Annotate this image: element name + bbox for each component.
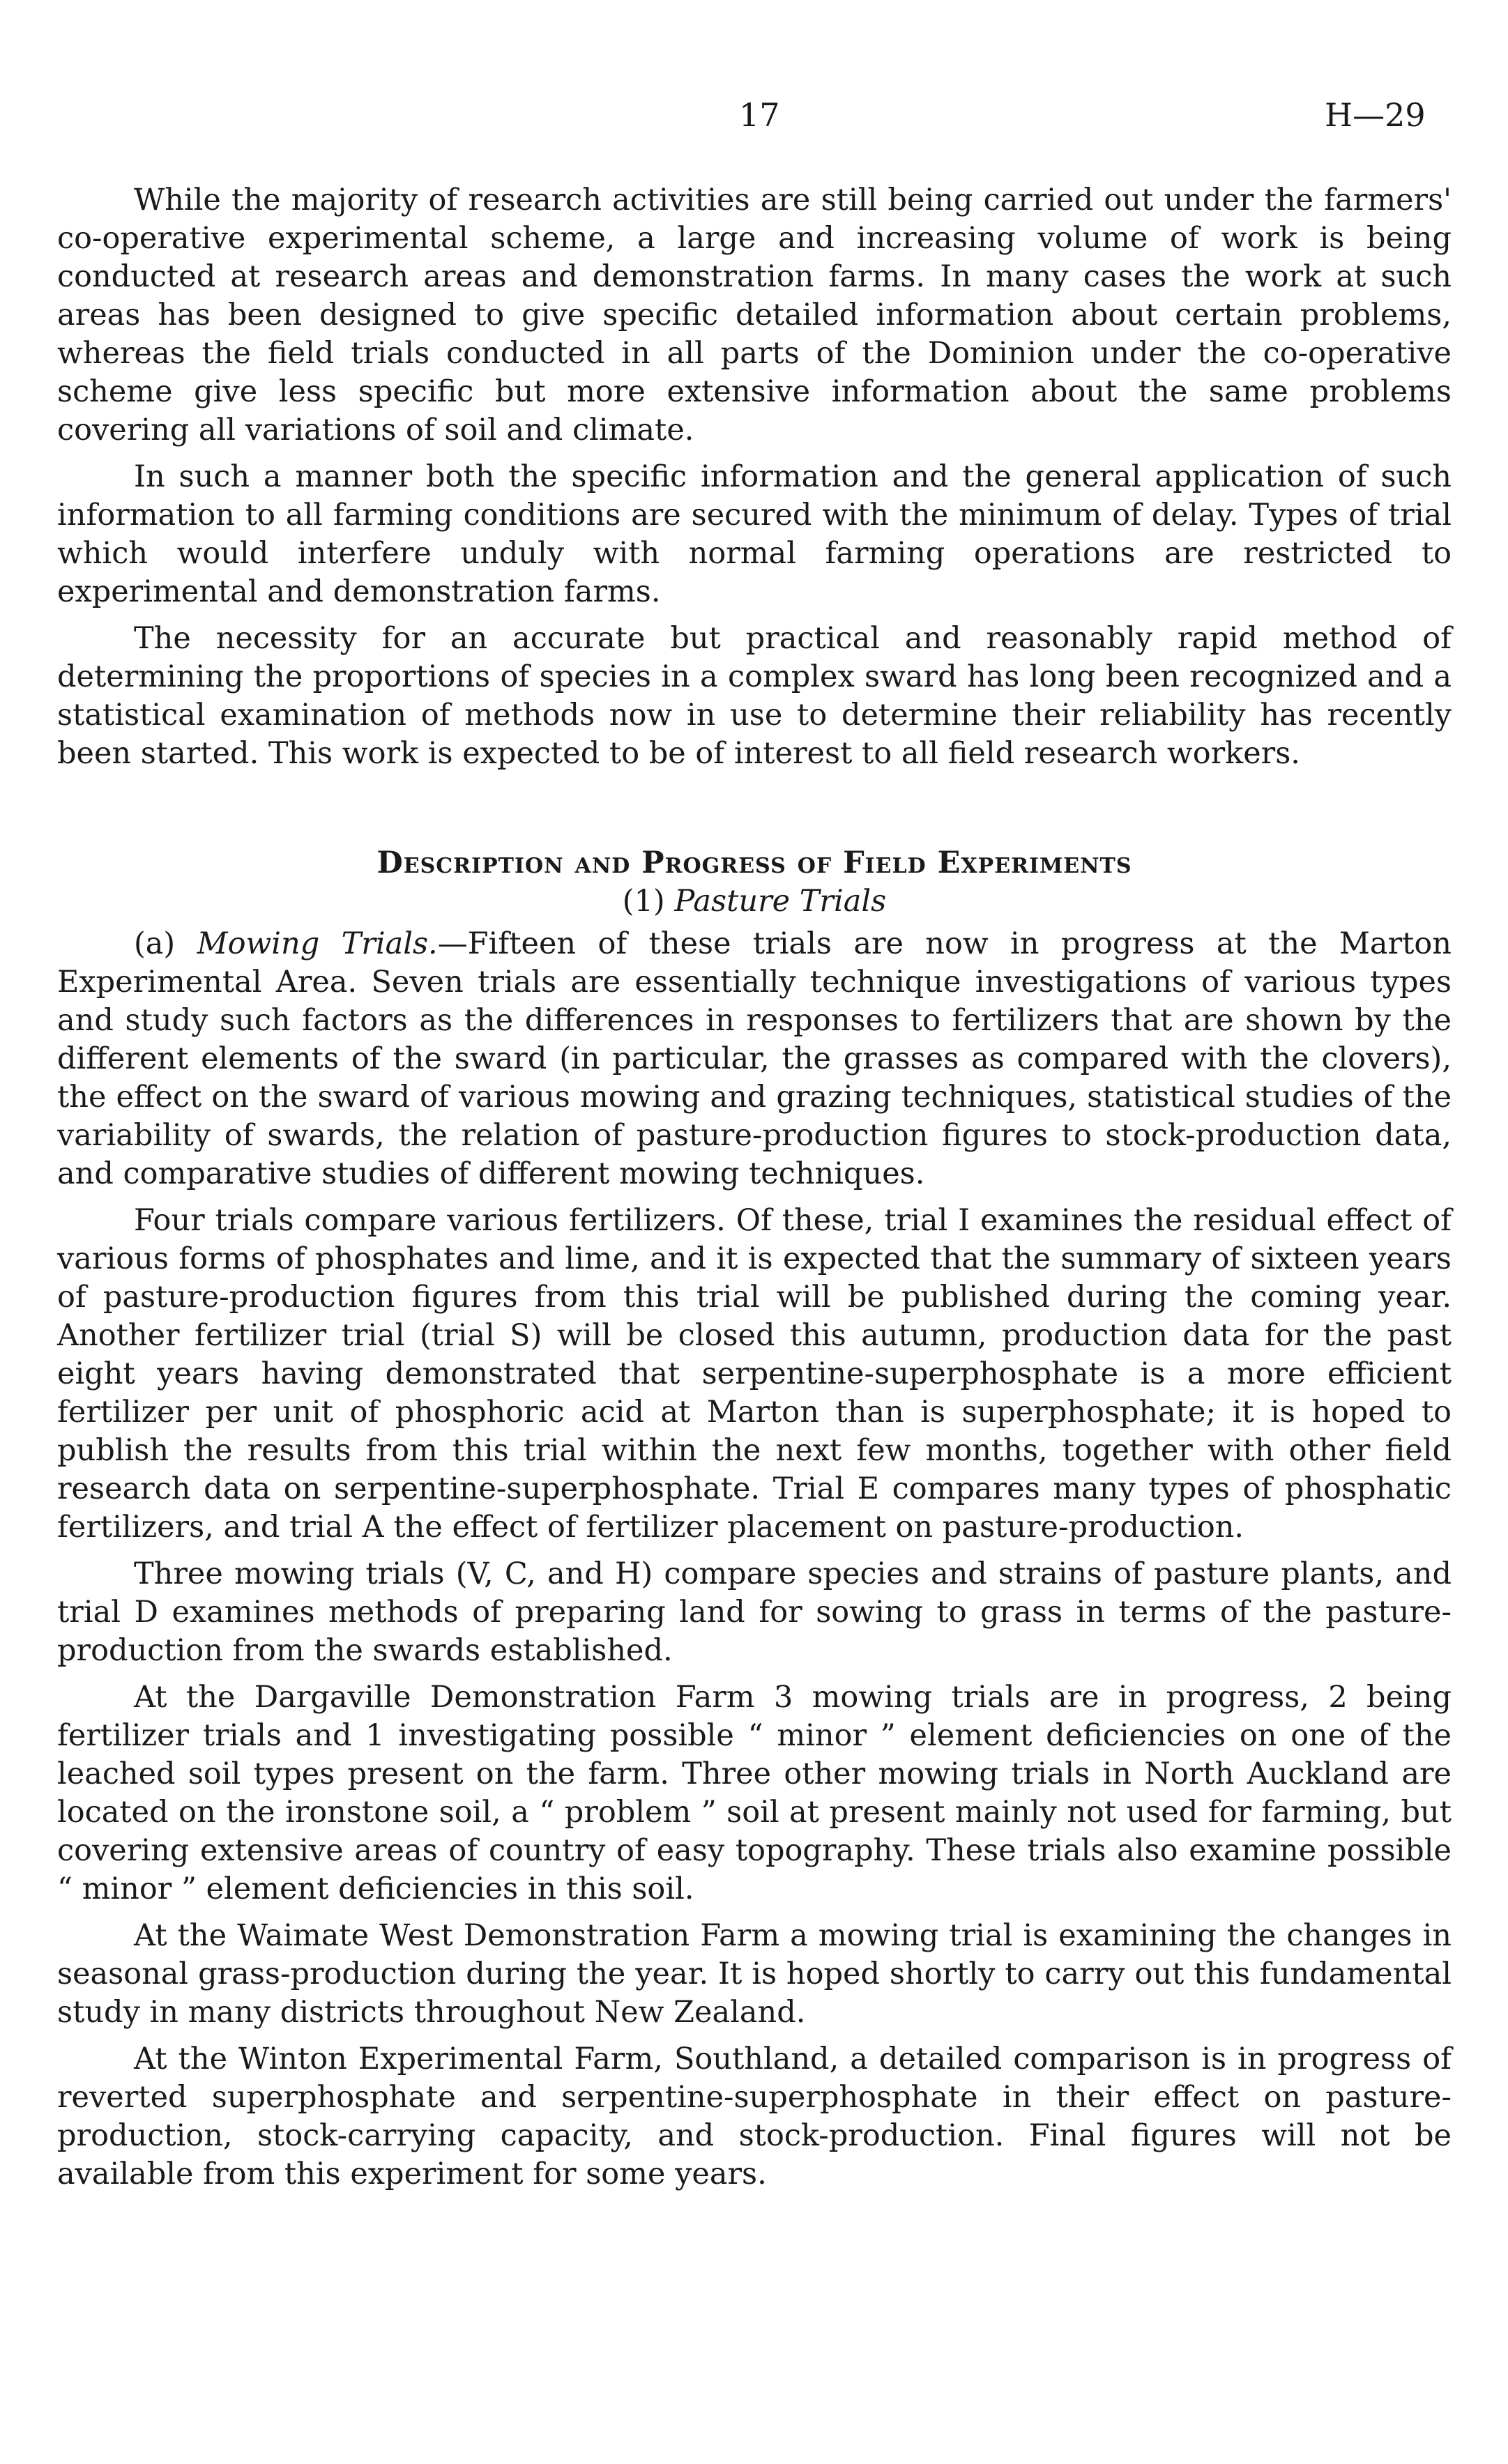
body-paragraph-mowing-trials: Three mowing trials (V, C, and H) compare species and strains of pasture plants, and trial D examines methods of preparing land for sowing to grass in terms of the pasture-production from the swards established. [57, 1556, 1452, 1668]
mowing-trials-paragraph [57, 925, 1452, 1193]
lead-label: (a) [134, 926, 176, 961]
sub-heading-number: (1) [622, 884, 665, 919]
document-reference: H—29 [1325, 96, 1426, 134]
page-number: 17 [739, 96, 780, 134]
section-spacer [57, 781, 1452, 844]
intro-paragraph-2: In such a manner both the specific information and the general application of such information to all farming conditions are secured with the minimum of delay. Types of trial which would interfere unduly with normal farming operations are restricted to experimental and demonstration farms. [57, 459, 1452, 609]
section-heading: Description and Progress of Field Experiments [376, 845, 1132, 880]
sub-heading-title: Pasture Trials [674, 884, 887, 919]
lead-text: —Fifteen of these trials are now in progress at the Marton Experimental Area. Seven trials are essentially technique investigations of various types and study such factors as the differences in responses to fertilizers that are shown by the different elements of the sward (in particular, the grasses as compared with the clovers), the effect on the sward of various mowing and grazing techniques, statistical studies of the variability of swards, the relation of pasture-production figures to stock-production data, and comparative studies of different mowing techniques. [57, 926, 1452, 1191]
sub-heading [57, 882, 1452, 921]
body-paragraph-winton: At the Winton Experimental Farm, Southland, a detailed comparison is in progress of reverted superphosphate and serpentine-superphosphate in their effect on pasture-production, stock-carrying capacity, and stock-production. Final figures will not be available from this experiment for some years. [57, 2042, 1452, 2191]
page-header [0, 96, 1508, 138]
body-paragraph-dargaville: At the Dargaville Demonstration Farm 3 mowing trials are in progress, 2 being fertilizer trials and 1 investigating possible “ minor ” element deficiencies on one of the leached soil types present on the farm. Three other mowing trials in North Auckland are located on the ironstone soil, a “ problem ” soil at present mainly not used for farming, but covering extensive areas of country of easy topography. These trials also examine possible “ minor ” element deficiencies in this soil. [57, 1680, 1452, 1906]
body-paragraph-fertilizers: Four trials compare various fertilizers. Of these, trial I examines the residual effect of various forms of phosphates and lime, and it is expected that the summary of sixteen years of pasture-production figures from this trial will be published during the coming year. Another fertilizer trial (trial S) will be closed this autumn, production data for the past eight years having demonstrated that serpentine-superphosphate is a more efficient fertilizer per unit of phosphoric acid at Marton than is superphosphate; it is hoped to publish the results from this trial within the next few months, together with other field research data on serpentine-superphosphate. Trial E compares many types of phosphatic fertilizers, and trial A the effect of fertilizer placement on pasture-production. [57, 1203, 1452, 1545]
intro-paragraph-3: The necessity for an accurate but practical and reasonably rapid method of determining the proportions of species in a complex sward has long been recognized and a statistical examination of methods now in use to determine their reliability has recently been started. This work is expected to be of interest to all field research workers. [57, 621, 1452, 771]
body-paragraph-waimate-west: At the Waimate West Demonstration Farm a mowing trial is examining the changes in seasonal grass-production during the year. It is hoped shortly to carry out this fundamental study in many districts throughout New Zealand. [57, 1918, 1452, 2030]
intro-paragraph-1: While the majority of research activities are still being carried out under the farmers' co-operative experimental scheme, a large and increasing volume of work is being conducted at research areas and demonstration farms. In many cases the work at such areas has been designed to give specific detailed information about certain problems, whereas the field trials conducted in all parts of the Dominion under the co-operative scheme give less specific but more extensive information about the same problems covering all variations of soil and climate. [57, 183, 1452, 447]
lead-title: Mowing Trials. [197, 926, 438, 961]
body-text [57, 181, 1452, 2202]
